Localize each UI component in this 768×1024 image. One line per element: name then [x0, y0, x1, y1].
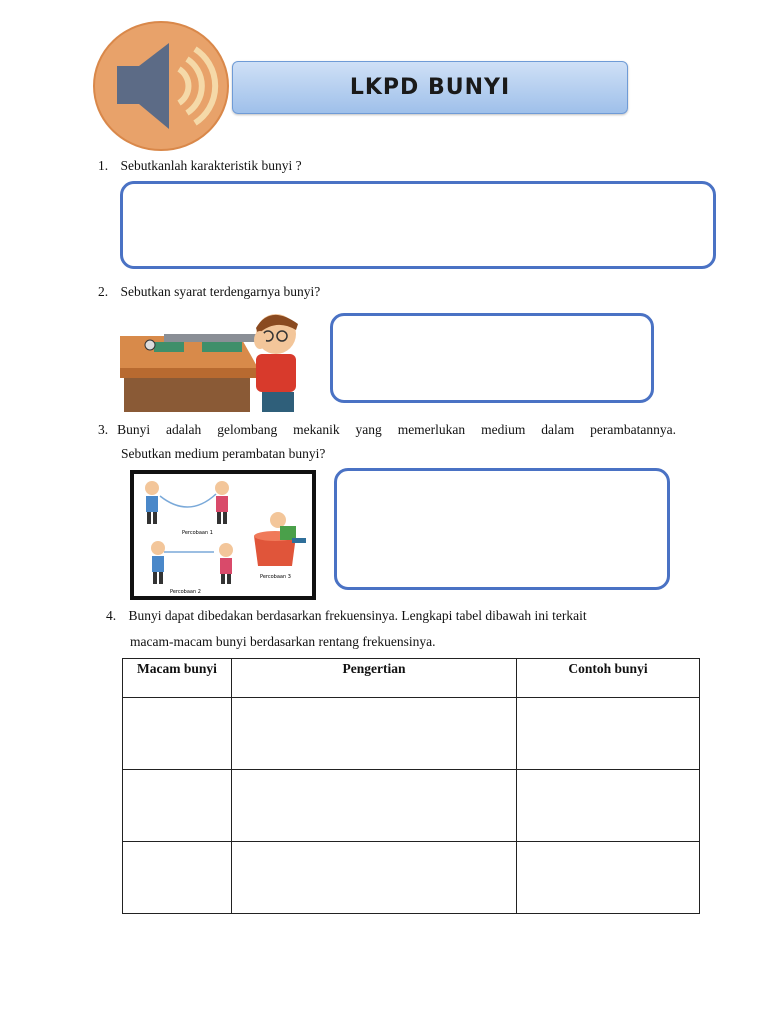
- question-text-line1: Bunyi dapat dibedakan berdasarkan frekuensinya. Lengkapi tabel dibawah ini terkait: [128, 608, 587, 623]
- table-cell[interactable]: [517, 698, 700, 770]
- question-number: 4.: [106, 608, 117, 623]
- table-cell[interactable]: [123, 770, 232, 842]
- question-number: 1.: [98, 158, 109, 173]
- table-cell[interactable]: [123, 842, 232, 914]
- question-text: Sebutkan syarat terdengarnya bunyi?: [120, 284, 321, 299]
- answer-box-3[interactable]: [334, 468, 670, 590]
- column-header-contoh-bunyi: Contoh bunyi: [517, 659, 700, 698]
- question-text-line1: Bunyi adalah gelombang mekanik yang memerlukan medium dalam perambatannya.: [117, 422, 676, 437]
- speaker-icon: [93, 21, 233, 151]
- table-cell[interactable]: [232, 770, 517, 842]
- answer-box-2[interactable]: [330, 313, 654, 403]
- table-cell[interactable]: [517, 770, 700, 842]
- illustration-tin-can-phone: [130, 470, 316, 600]
- table-cell[interactable]: [517, 842, 700, 914]
- table-cell[interactable]: [123, 698, 232, 770]
- table-row: [123, 698, 700, 770]
- frequency-table: [122, 658, 700, 914]
- table-row: [123, 842, 700, 914]
- illustration-boy-at-table: [120, 306, 302, 412]
- question-1: [98, 154, 302, 178]
- question-number: 3.: [98, 422, 109, 437]
- question-text-line2: macam-macam bunyi berdasarkan rentang frekuensinya.: [130, 634, 436, 649]
- experiment-label-3: Percobaan 3: [260, 574, 291, 580]
- page-title: LKPD BUNYI: [349, 75, 511, 100]
- question-2: [98, 280, 320, 304]
- table-cell[interactable]: [232, 842, 517, 914]
- experiment-label-2: Percobaan 2: [170, 589, 201, 595]
- question-number: 2.: [98, 284, 109, 299]
- table-row: [123, 770, 700, 842]
- table-cell[interactable]: [232, 698, 517, 770]
- answer-box-1[interactable]: [120, 181, 716, 269]
- question-3: [98, 418, 676, 466]
- column-header-macam-bunyi: Macam bunyi: [123, 659, 232, 698]
- question-text: Sebutkanlah karakteristik bunyi ?: [120, 158, 302, 173]
- question-4: [106, 604, 587, 654]
- speaker-logo: [93, 21, 233, 151]
- question-text-line2: Sebutkan medium perambatan bunyi?: [121, 446, 326, 461]
- experiment-label-1: Percobaan 1: [182, 530, 213, 536]
- table-header-row: [123, 659, 700, 698]
- title-banner: [232, 61, 628, 114]
- column-header-pengertian: Pengertian: [232, 659, 517, 698]
